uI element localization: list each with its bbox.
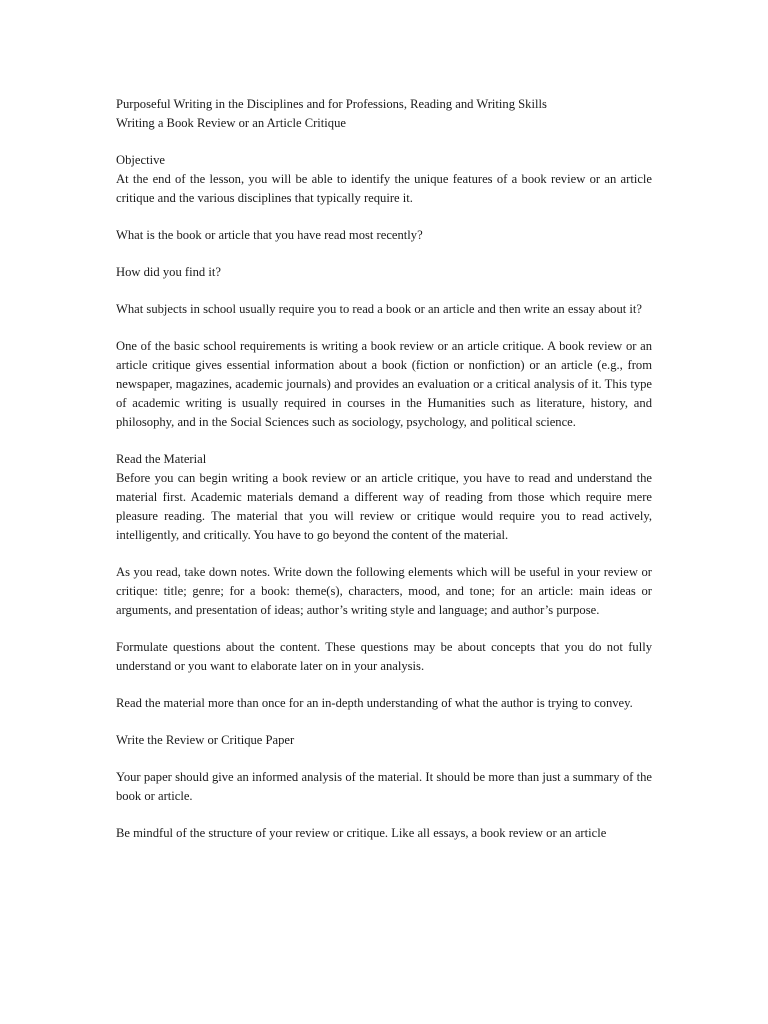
notes-paragraph: As you read, take down notes. Write down the following elements which will be useful in your review or critique: title; genre; for a book: theme(s), characters, mood, and tone; for an article: main ideas or arguments, and presentation of ideas; author’s writing style and language; and author’s purpose. [116,565,652,617]
document-title: Purposeful Writing in the Disciplines and for Professions, Reading and Writing Skills [116,97,547,111]
read-material-heading: Read the Material [116,452,207,466]
read-material-paragraph: Before you can begin writing a book review or an article critique, you have to read and understand the material first. Academic materials demand a different way of reading from those which require mere pleasure reading. The material that you will review or critique would require you to read actively, intelligently, and critically. You have to go beyond the content of the material. [116,471,652,542]
structure-paragraph: Be mindful of the structure of your review or critique. Like all essays, a book review or an article [116,826,607,840]
objective-heading: Objective [116,153,165,167]
write-review-paragraph: Your paper should give an informed analysis of the material. It should be more than just a summary of the book or article. [116,770,652,803]
write-review-heading: Write the Review or Critique Paper [116,733,295,747]
formulate-questions-paragraph: Formulate questions about the content. These questions may be about concepts that you do not fully understand or you want to elaborate later on in your analysis. [116,640,652,673]
question-find-it: How did you find it? [116,265,221,279]
document-title-block [116,95,652,133]
objective-section [116,151,652,208]
question-recent-reading: What is the book or article that you have read most recently? [116,228,423,242]
read-material-section [116,450,652,545]
objective-text: At the end of the lesson, you will be able to identify the unique features of a book review or an article critique and the various disciplines that typically require it. [116,172,652,205]
question-subjects: What subjects in school usually require you to read a book or an article and then write an essay about it? [116,302,642,316]
document-page [116,95,652,861]
reread-paragraph: Read the material more than once for an in-depth understanding of what the author is trying to convey. [116,696,633,710]
intro-paragraph: One of the basic school requirements is writing a book review or an article critique. A book review or an article critique gives essential information about a book (fiction or nonfiction) or an article (e.g., from newspaper, magazines, academic journals) and provides an evaluation or a critical analysis of it. This type of academic writing is usually required in courses in the Humanities such as literature, history, and philosophy, and in the Social Sciences such as sociology, psychology, and political science. [116,339,652,429]
document-subtitle: Writing a Book Review or an Article Critique [116,116,346,130]
